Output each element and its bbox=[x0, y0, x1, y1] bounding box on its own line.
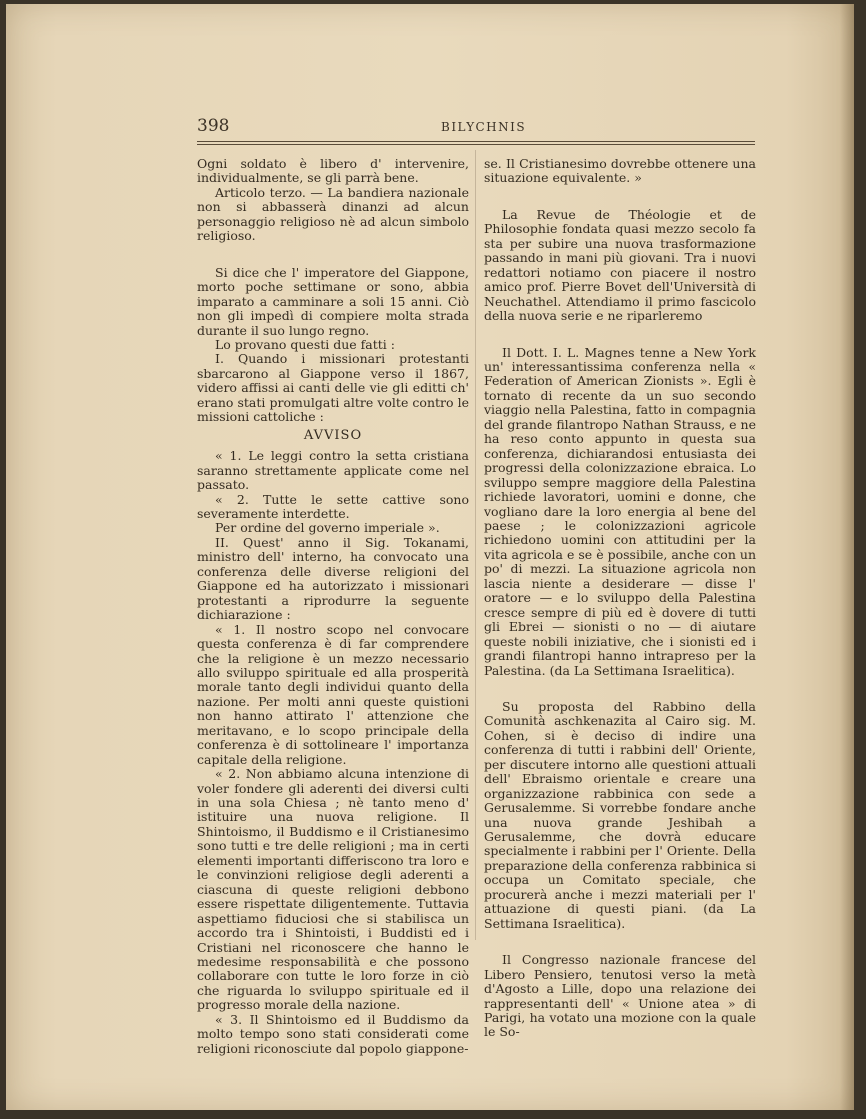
paragraph: Per ordine del governo imperiale ». bbox=[215, 520, 440, 536]
paragraph: Il Congresso nazionale francese del Libero Pensiero, tenutosi verso la metà d'Agosto a Lille, dopo una relazione dei rappresentanti dell' « Unione atea » di Parigi, ha votato una mozione con la quale le So- bbox=[484, 952, 756, 1040]
left-column bbox=[197, 157, 469, 1056]
paragraph: Su proposta del Rabbino della Comunità aschkenazita al Cairo sig. M. Cohen, si è deciso di indire una conferenza di tutti i rabbini dell' Oriente, per discutere intorno alle questioni attuali dell' Ebraismo orientale e creare una organizzazione rabbinica con sede a Gerusalemme. Si vorrebbe fondare anche una nuova grande Jeshibah a Gerusalemme, che dovrà educare specialmente i rabbini per l' Oriente. Della preparazione della conferenza rabbinica si occupa un Comitato speciale, che procurerà anche i mezzi materiali per l' attuazione di questi piani. (da La Settimana Israelitica). bbox=[484, 698, 756, 931]
running-title: BILYCHNIS bbox=[441, 120, 527, 134]
paragraph: I. Quando i missionari protestanti sbarcarono al Giappone verso il 1867, videro affissi ai canti delle vie gli editti ch' erano stati promulgati altre volte contro le missioni cattoliche : bbox=[197, 351, 469, 425]
column-divider bbox=[475, 150, 476, 940]
paragraph: Articolo terzo. — La bandiera nazionale non si abbasserà dinanzi ad alcun personaggio religioso nè ad alcun simbolo religioso. bbox=[197, 184, 469, 244]
page-number: 398 bbox=[197, 116, 230, 136]
paragraph: « 2. Non abbiamo alcuna intenzione di voler fondere gli aderenti dei diversi culti in una sola Chiesa ; nè tanto meno d' istituire una nuova religione. Il Shintoismo, il Buddismo e il Cristianesimo sono tutti e tre delle religioni ; ma in certi elementi importanti differiscono tra loro e le convinzioni religiose degli aderenti a ciascuna di queste religioni debbono essere rispettate diligentemente. Tuttavia aspettiamo fiduciosi che si stabilisca un accordo tra i Shintoisti, i Buddisti ed i Cristiani nel riconoscere che hanno le medesime responsabilità e che possono collaborare con tutte le loro forze in ciò che riguarda lo sviluppo spirituale ed il progresso morale della nazione. bbox=[197, 766, 469, 1013]
section-heading: AVVISO bbox=[303, 427, 363, 443]
paragraph: Si dice che l' imperatore del Giappone, morto poche settimane or sono, abbia imparato a camminare a soli 15 anni. Ciò non gli impedì di compiere molta strada durante il suo lungo regno. bbox=[197, 264, 469, 338]
paragraph: II. Quest' anno il Sig. Tokanami, ministro dell' interno, ha convocato una conferenza delle diverse religioni del Giappone ed ha autorizzato i missionari protestanti a riprodurre la seguente dichiarazione : bbox=[197, 534, 469, 623]
paragraph: se. Il Cristianesimo dovrebbe ottenere una situazione equivalente. » bbox=[484, 156, 756, 186]
right-column bbox=[484, 157, 756, 1040]
page-edge-shadow bbox=[840, 4, 854, 1110]
page-header bbox=[197, 116, 755, 140]
paragraph: Ogni soldato è libero d' intervenire, individualmente, se gli parrà bene. bbox=[197, 156, 469, 186]
paragraph: « 1. Le leggi contro la setta cristiana saranno strettamente applicate come nel passato. bbox=[197, 448, 469, 493]
paragraph: La Revue de Théologie et de Philosophie fondata quasi mezzo secolo fa sta per subire una nuova trasformazione passando in mani più giovani. Tra i nuovi redattori notiamo con piacere il nostro amico prof. Pierre Bovet dell'Università di Neuchathel. Attendiamo il primo fascicolo della nuova serie e ne riparleremo bbox=[484, 206, 756, 324]
paragraph: Lo provano questi due fatti : bbox=[215, 336, 395, 352]
paragraph: « 2. Tutte le sette cattive sono severamente interdette. bbox=[197, 491, 469, 521]
paragraph: « 3. Il Shintoismo ed il Buddismo da molto tempo sono stati considerati come religioni riconosciute dal popolo giappone- bbox=[197, 1011, 469, 1056]
paragraph: Il Dott. I. L. Magnes tenne a New York un' interessantissima conferenza nella « Federation of American Zionists ». Egli è tornato di recente da un suo secondo viaggio nella Palestina, fatto in compagnia del grande filantropo Nathan Strauss, e ne ha reso conto appunto in questa sua conferenza, dichiarandosi entusiasta dei progressi della colonizzazione ebraica. Lo sviluppo sempre maggiore della Palestina richiede lavoratori, uomini e donne, che vogliano dare la loro energia al bene del paese ; le colonizzazioni agricole richiedono uomini con attitudini per la vita agricola e se è possibile, anche con un po' di mezzi. La situazione agricola non lascia niente a desiderare — disse l' oratore — e lo sviluppo della Palestina cresce sempre di più ed è dovere di tutti gli Ebrei — sionisti o no — di aiutare queste nobili iniziative, che i sionisti ed i grandi filantropi hanno intrapreso per la Palestina. (da La Settimana Israelitica). bbox=[484, 344, 756, 678]
paragraph: « 1. Il nostro scopo nel convocare questa conferenza è di far comprendere che la religione è un mezzo necessario allo sviluppo spirituale ed alla prosperità morale tanto degli individui quanto della nazione. Per molti anni queste quistioni non hanno attirato l' attenzione che meritavano, e lo scopo principale della conferenza è di sottolineare l' importanza capitale della religione. bbox=[197, 621, 469, 767]
header-rule bbox=[197, 141, 755, 145]
